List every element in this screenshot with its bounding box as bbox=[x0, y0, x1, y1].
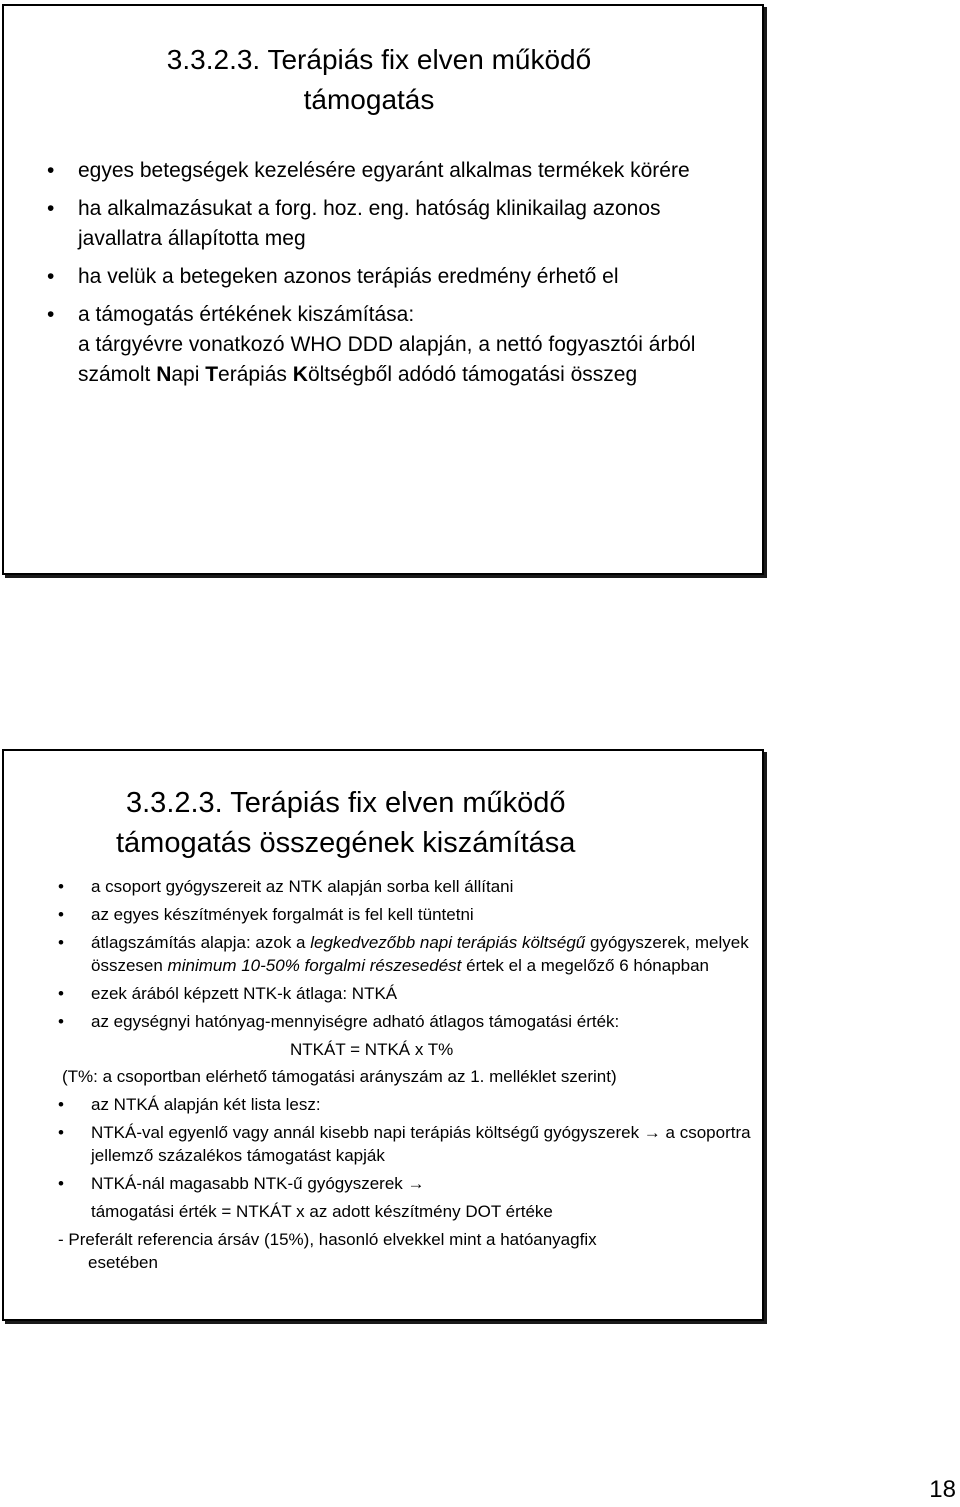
slide-1-title-line-2: támogatás bbox=[303, 84, 435, 115]
bullet-icon: • bbox=[47, 197, 55, 220]
slide-2 bbox=[2, 749, 764, 1321]
bullet-icon: • bbox=[47, 303, 55, 326]
slide-2-title-line-2: támogatás összegének kiszámítása bbox=[116, 827, 576, 859]
percentage-note: (T%: a csoportban elérhető támogatási arányszám az 1. melléklet szerint) bbox=[62, 1067, 617, 1086]
ntkat-formula: NTKÁT = NTKÁ x T% bbox=[290, 1040, 454, 1059]
bullet-icon: • bbox=[58, 933, 64, 952]
bullet-icon: • bbox=[58, 1012, 64, 1031]
list-item-continuation: támogatási érték = NTKÁT x az adott készítmény DOT értéke bbox=[91, 1202, 553, 1221]
slide-2-title-line-1: 3.3.2.3. Terápiás fix elven működő bbox=[126, 787, 566, 819]
slide-1-title-line-1: 3.3.2.3. Terápiás fix elven működő bbox=[166, 44, 592, 75]
bullet-icon: • bbox=[58, 877, 64, 896]
list-item: • NTKÁ-val egyenlő vagy annál kisebb napi terápiás költségű gyógyszerek → a csoportra jellemző százalékos támogatást kapják bbox=[58, 1123, 751, 1165]
bullet-icon: • bbox=[47, 159, 55, 182]
slide-1 bbox=[2, 4, 764, 575]
preferred-reference-note: - Preferált referencia ársáv (15%), hasonló elvekkel mint a hatóanyagfix esetében bbox=[58, 1230, 597, 1272]
list-item: • ezek árából képzett NTK-k átlaga: NTKÁ bbox=[58, 984, 398, 1003]
bullet-icon: • bbox=[58, 1123, 64, 1142]
list-item: • NTKÁ-nál magasabb NTK-ű gyógyszerek → bbox=[58, 1174, 425, 1193]
bullet-icon: • bbox=[47, 265, 55, 288]
list-item: • átlagszámítás alapja: azok a legkedvezőbb napi terápiás költségű gyógyszerek, melyek összesen minimum 10-50% forgalmi részesedést értek el a megelőző 6 hónapban bbox=[58, 933, 749, 975]
calculation-description: a tárgyévre vonatkozó WHO DDD alapján, a nettó fogyasztói árból számolt Napi Terápiás Költségből adódó támogatási összeg bbox=[78, 333, 696, 386]
page-number: 18 bbox=[929, 1476, 956, 1503]
slide-2-title bbox=[116, 783, 756, 863]
slide-2-bullet-list bbox=[58, 875, 758, 1274]
list-item: • a csoport gyógyszereit az NTK alapján sorba kell állítani bbox=[58, 877, 514, 896]
list-item: • az egységnyi hatónyag-mennyiségre adható átlagos támogatási érték: bbox=[58, 1012, 620, 1031]
list-item: • ha velük a betegeken azonos terápiás eredmény érhető el bbox=[47, 262, 747, 292]
list-item: • a támogatás értékének kiszámítása: bbox=[47, 300, 747, 330]
bullet-icon: • bbox=[58, 984, 64, 1003]
list-item: • az egyes készítmények forgalmát is fel kell tüntetni bbox=[58, 905, 474, 924]
bullet-icon: • bbox=[58, 1095, 64, 1114]
list-item: • az NTKÁ alapján két lista lesz: bbox=[58, 1095, 321, 1114]
list-item: • ha alkalmazásukat a forg. hoz. eng. hatóság klinikailag azonos javallatra állapította meg bbox=[47, 194, 747, 254]
list-item: • egyes betegségek kezelésére egyaránt alkalmas termékek körére bbox=[47, 156, 747, 186]
bullet-icon: • bbox=[58, 905, 64, 924]
slide-1-title bbox=[4, 40, 764, 120]
slide-1-bullet-list bbox=[47, 156, 747, 390]
bullet-icon: • bbox=[58, 1174, 64, 1193]
